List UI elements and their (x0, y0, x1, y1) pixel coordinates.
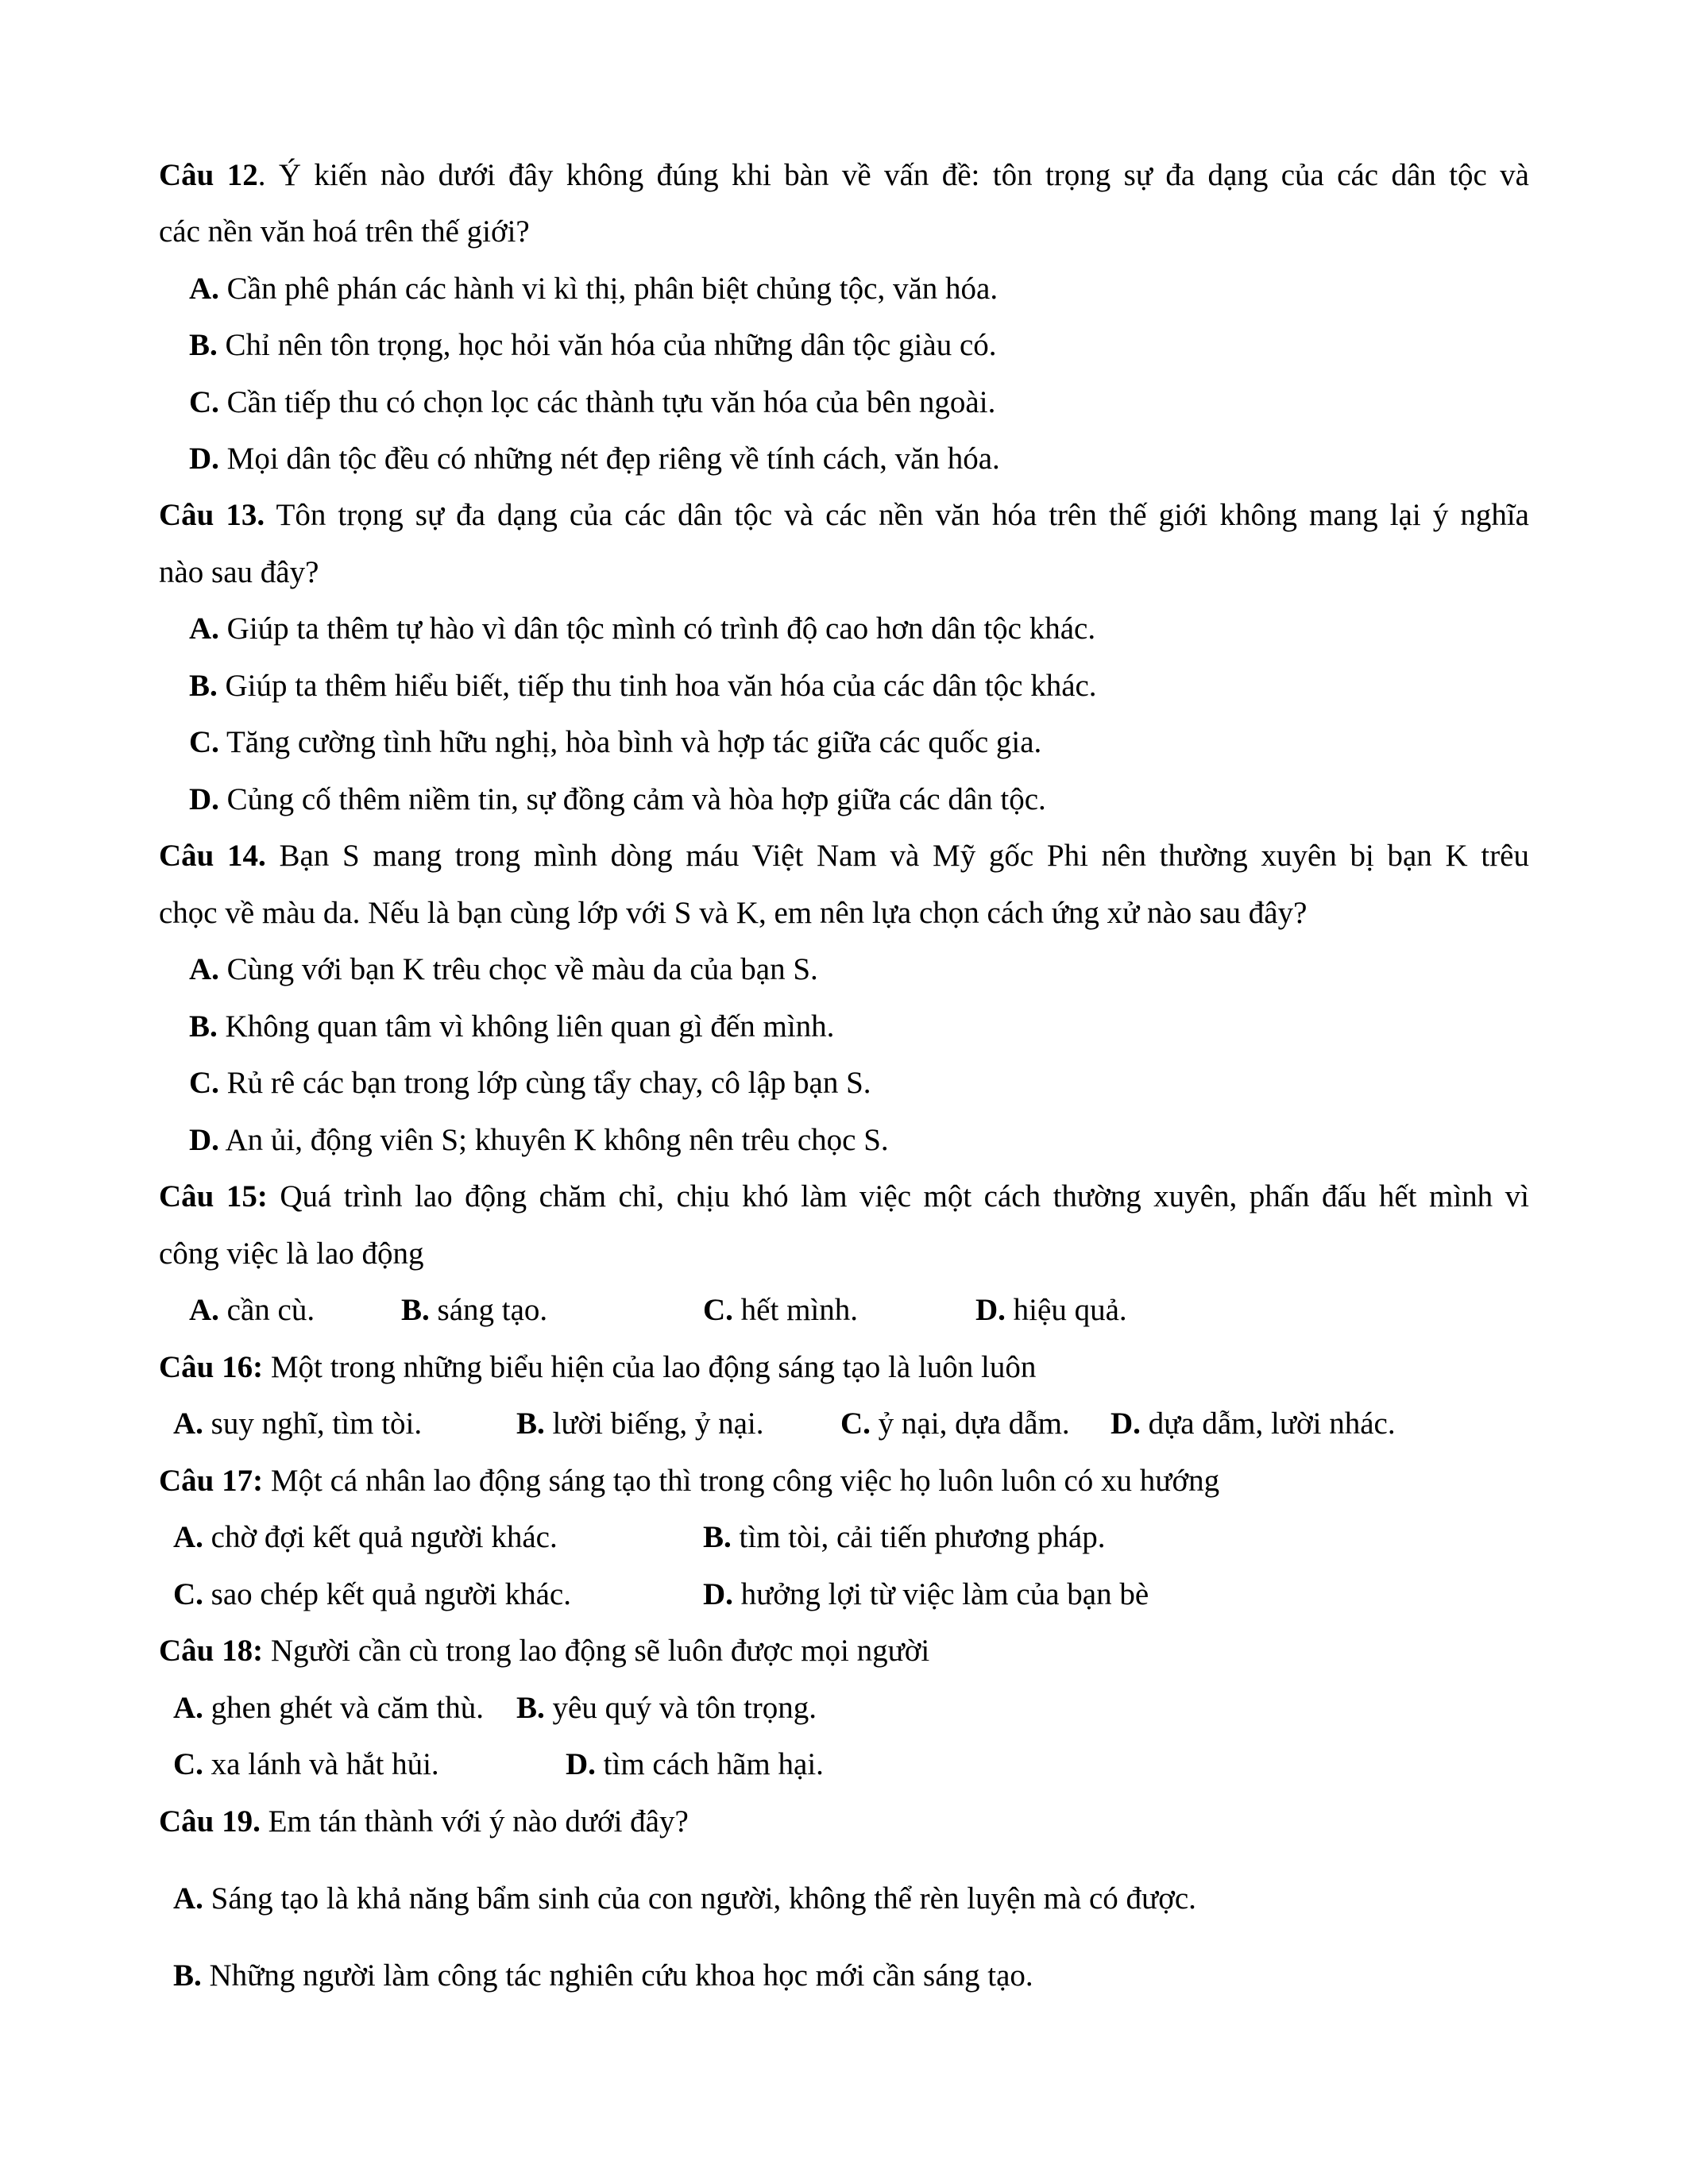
q17-option-a: A. chờ đợi kết quả người khác. (173, 1520, 558, 1554)
q16-stem: Câu 16: Một trong những biểu hiện của lao động sáng tạo là luôn luôn (159, 1350, 1037, 1384)
q15-option-c: C. hết mình. (703, 1293, 858, 1327)
q12-text1: . Ý kiến nào dưới đây không đúng khi bàn về vấn đề: tôn trọng sự đa dạng của các dân tộc và (257, 158, 1529, 192)
q19-option-a: A. Sáng tạo là khả năng bẩm sinh của con người, không thể rèn luyện mà có được. (173, 1881, 1196, 1916)
q18-option-d: D. tìm cách hãm hại. (566, 1747, 824, 1781)
q19-option-b: B. Những người làm công tác nghiên cứu khoa học mới cần sáng tạo. (173, 1958, 1033, 1993)
q12-stem-line1 (159, 156, 1529, 195)
q15-label: Câu 15: (159, 1179, 268, 1214)
q14-option-b: B. Không quan tâm vì không liên quan gì đến mình. (189, 1009, 835, 1044)
q17-stem: Câu 17: Một cá nhân lao động sáng tạo thì trong công việc họ luôn luôn có xu hướng (159, 1464, 1220, 1498)
q15-option-a: A. cần cù. (189, 1293, 315, 1327)
q13-option-c: C. Tăng cường tình hữu nghị, hòa bình và hợp tác giữa các quốc gia. (189, 725, 1042, 759)
q18-label: Câu 18: (159, 1634, 264, 1668)
q16-option-a: A. suy nghĩ, tìm tòi. (173, 1406, 423, 1441)
q16-label: Câu 16: (159, 1350, 264, 1384)
q13-stem-line1: Câu 13. Tôn trọng sự đa dạng của các dân tộc và các nền văn hóa trên thế giới không mang lại ý nghĩa (159, 498, 1529, 532)
q18-option-b: B. yêu quý và tôn trọng. (516, 1691, 817, 1725)
q19-label: Câu 19. (159, 1804, 261, 1839)
q19-stem: Câu 19. Em tán thành với ý nào dưới đây? (159, 1804, 689, 1839)
q12-option-d: D. Mọi dân tộc đều có những nét đẹp riêng về tính cách, văn hóa. (189, 442, 1000, 476)
q15-stem-line1: Câu 15: Quá trình lao động chăm chỉ, chịu khó làm việc một cách thường xuyên, phấn đấu hết mình vì (159, 1179, 1529, 1214)
q16-option-b: B. lười biếng, ỷ nại. (516, 1406, 764, 1441)
q17-option-c: C. sao chép kết quả người khác. (173, 1577, 571, 1611)
q16-option-d: D. dựa dẫm, lười nhác. (1111, 1406, 1396, 1441)
q17-option-b: B. tìm tòi, cải tiến phương pháp. (703, 1520, 1106, 1554)
q14-option-d: D. An ủi, động viên S; khuyên K không nên trêu chọc S. (189, 1123, 889, 1157)
q12-option-c: C. Cần tiếp thu có chọn lọc các thành tựu văn hóa của bên ngoài. (189, 385, 996, 419)
q12-label: Câu 12 (159, 158, 258, 192)
q18-option-a: A. ghen ghét và căm thù. (173, 1691, 484, 1725)
q12-stem-line2: các nền văn hoá trên thế giới? (159, 214, 530, 249)
q15-option-b: B. sáng tạo. (401, 1293, 548, 1327)
q14-stem-line2: chọc về màu da. Nếu là bạn cùng lớp với S và K, em nên lựa chọn cách ứng xử nào sau đây? (159, 896, 1308, 930)
q13-option-a: A. Giúp ta thêm tự hào vì dân tộc mình có trình độ cao hơn dân tộc khác. (189, 612, 1096, 646)
q12-option-a: A. Cần phê phán các hành vi kì thị, phân biệt chủng tộc, văn hóa. (189, 272, 999, 306)
q18-stem: Câu 18: Người cần cù trong lao động sẽ luôn được mọi người (159, 1634, 930, 1668)
q13-stem-line2: nào sau đây? (159, 555, 319, 589)
q17-option-d: D. hưởng lợi từ việc làm của bạn bè (703, 1577, 1149, 1611)
q16-option-c: C. ỷ nại, dựa dẫm. (840, 1406, 1070, 1441)
q12-option-b: B. Chỉ nên tôn trọng, học hỏi văn hóa của những dân tộc giàu có. (189, 328, 997, 362)
q17-label: Câu 17: (159, 1464, 264, 1498)
q14-option-a: A. Cùng với bạn K trêu chọc về màu da của bạn S. (189, 952, 818, 986)
q15-option-d: D. hiệu quả. (975, 1293, 1127, 1327)
q14-stem-line1: Câu 14. Bạn S mang trong mình dòng máu Việt Nam và Mỹ gốc Phi nên thường xuyên bị bạn K trêu (159, 839, 1529, 873)
q13-option-b: B. Giúp ta thêm hiểu biết, tiếp thu tinh hoa văn hóa của các dân tộc khác. (189, 669, 1097, 703)
q14-label: Câu 14. (159, 839, 266, 873)
q13-label: Câu 13. (159, 498, 265, 532)
q14-option-c: C. Rủ rê các bạn trong lớp cùng tẩy chay, cô lập bạn S. (189, 1066, 871, 1100)
q18-option-c: C. xa lánh và hắt hủi. (173, 1747, 439, 1781)
q15-stem-line2: công việc là lao động (159, 1237, 424, 1271)
q13-option-d: D. Củng cố thêm niềm tin, sự đồng cảm và hòa hợp giữa các dân tộc. (189, 782, 1046, 816)
